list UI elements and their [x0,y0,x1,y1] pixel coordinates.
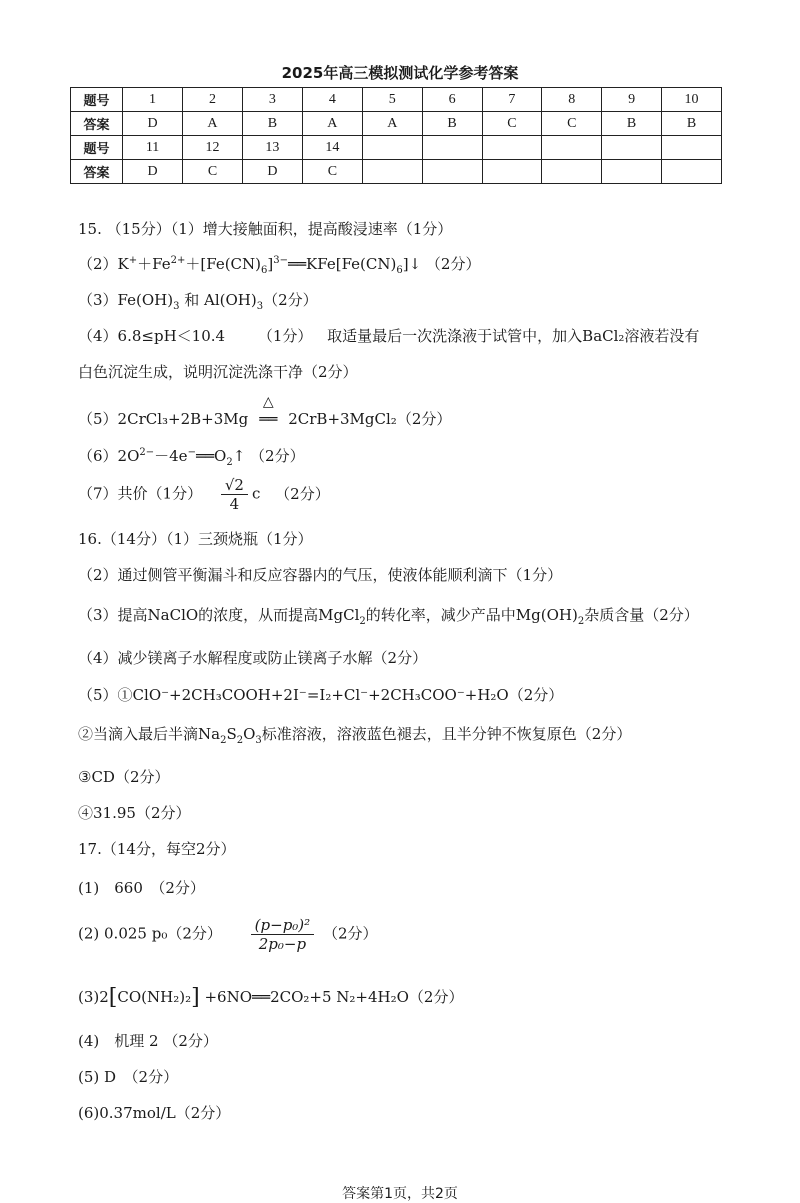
table-cell [542,160,602,184]
table-cell: D [242,160,302,184]
table-cell: B [602,112,662,136]
q15-part4: （4）6.8≤pH＜10.4 （1分） 取适量最后一次洗涤液于试管中，加入BaCl₂溶液若没有 [78,327,700,345]
q17-part4: (4) 机理 2 （2分） [78,1032,218,1050]
table-cell [482,136,542,160]
q15-head: 15. （15分）（1）增大接触面积，提高酸浸速率（1分） [78,220,453,238]
table-cell [362,160,422,184]
table-cell: D [123,160,183,184]
q17-part3: (3)2[CO(NH₂)₂] +6NO══2CO₂+5 N₂+4H₂O（2分） [78,985,464,1010]
table-cell: 6 [422,88,482,112]
row-label-answer: 答案 [71,112,123,136]
table-cell: A [302,112,362,136]
table-cell: 4 [302,88,362,112]
table-row [71,112,722,136]
q17-part6: (6)0.37mol/L（2分） [78,1104,231,1122]
q16-part3: （3）提高NaClO的浓度，从而提高MgCl$_2$的转化率，减少产品中$Mg(OH)_2$杂质含量（2分） [78,606,699,627]
q16-part5-2: ②当滴入最后半滴$Na_2S_2O_3$标准溶液，溶液蓝色褪去，且半分钟不恢复原色（2分） [78,725,632,746]
table-cell [602,136,662,160]
row-label-question: 题号 [71,136,123,160]
table-cell: A [362,112,422,136]
table-cell: 2 [183,88,243,112]
q16-head: 16.（14分）（1）三颈烧瓶（1分） [78,530,313,548]
table-cell: B [661,112,721,136]
table-cell: 1 [123,88,183,112]
table-cell: A [183,112,243,136]
table-cell [422,160,482,184]
page-title: 2025年高三模拟测试化学参考答案 [281,64,519,82]
q17-part5: (5) D （2分） [78,1068,179,1086]
table-cell [482,160,542,184]
row-label-answer: 答案 [71,160,123,184]
q16-part4: （4）减少镁离子水解程度或防止镁离子水解（2分） [78,649,428,667]
answer-table [70,87,722,184]
q16-part5: （5）①ClO⁻+2CH₃COOH+2I⁻=I₂+Cl⁻+2CH₃COO⁻+H₂O（2分） [78,686,564,704]
table-cell: 14 [302,136,362,160]
table-cell [362,136,422,160]
table-cell [661,160,721,184]
table-row [71,88,722,112]
table-cell: C [542,112,602,136]
table-cell: C [183,160,243,184]
table-cell [661,136,721,160]
q15-part6: $(6)2O^{2-}-4e^-══O_2↑$ （2分） [78,447,305,468]
q17-part1: (1) 660 （2分） [78,879,205,897]
q16-part2: （2）通过侧管平衡漏斗和反应容器内的气压，使液体能顺利滴下（1分） [78,566,563,584]
table-cell: D [123,112,183,136]
page-footer: 答案第1页，共2页 [342,1186,458,1202]
table-cell [602,160,662,184]
table-cell: C [302,160,362,184]
q15-part2: $(2)K^++Fe^{2+}+[Fe(CN)_6]^{3-}══KFe[Fe(CN)_6]↓$ （2分） [78,255,481,276]
table-cell: 9 [602,88,662,112]
q16-part5-4: ④31.95（2分） [78,804,191,822]
q15-part3: $(3)Fe(OH)_3$ 和 $Al(OH)_3(2$分） [78,291,318,312]
table-cell: 13 [242,136,302,160]
table-row [71,160,722,184]
table-cell: 5 [362,88,422,112]
table-cell: 11 [123,136,183,160]
table-cell: C [482,112,542,136]
q16-part5-3: ③CD（2分） [78,768,170,786]
table-cell: B [242,112,302,136]
table-cell: 10 [661,88,721,112]
row-label-question: 题号 [71,88,123,112]
table-cell [542,136,602,160]
table-cell [422,136,482,160]
q17-part2: (2) 0.025 p₀（2分） $\frac{\text{(p−p₀)²}}{\text{2p₀−p}}$ （2分） [78,916,378,953]
table-row [71,136,722,160]
q15-part5: （5）2CrCl₃+2B+3Mg △ ══ 2CrB+3MgCl₂（2分） [78,394,452,428]
table-cell: 12 [183,136,243,160]
q17-head: 17.（14分，每空2分） [78,840,236,858]
table-cell: 7 [482,88,542,112]
table-cell: 3 [242,88,302,112]
table-cell: 8 [542,88,602,112]
q15-part4-cont: 白色沉淀生成，说明沉淀洗涤干净（2分） [78,363,358,381]
q15-part7: （7）共价（1分） $\frac{√2}{4}$ c （2分） [78,476,330,513]
table-cell: B [422,112,482,136]
